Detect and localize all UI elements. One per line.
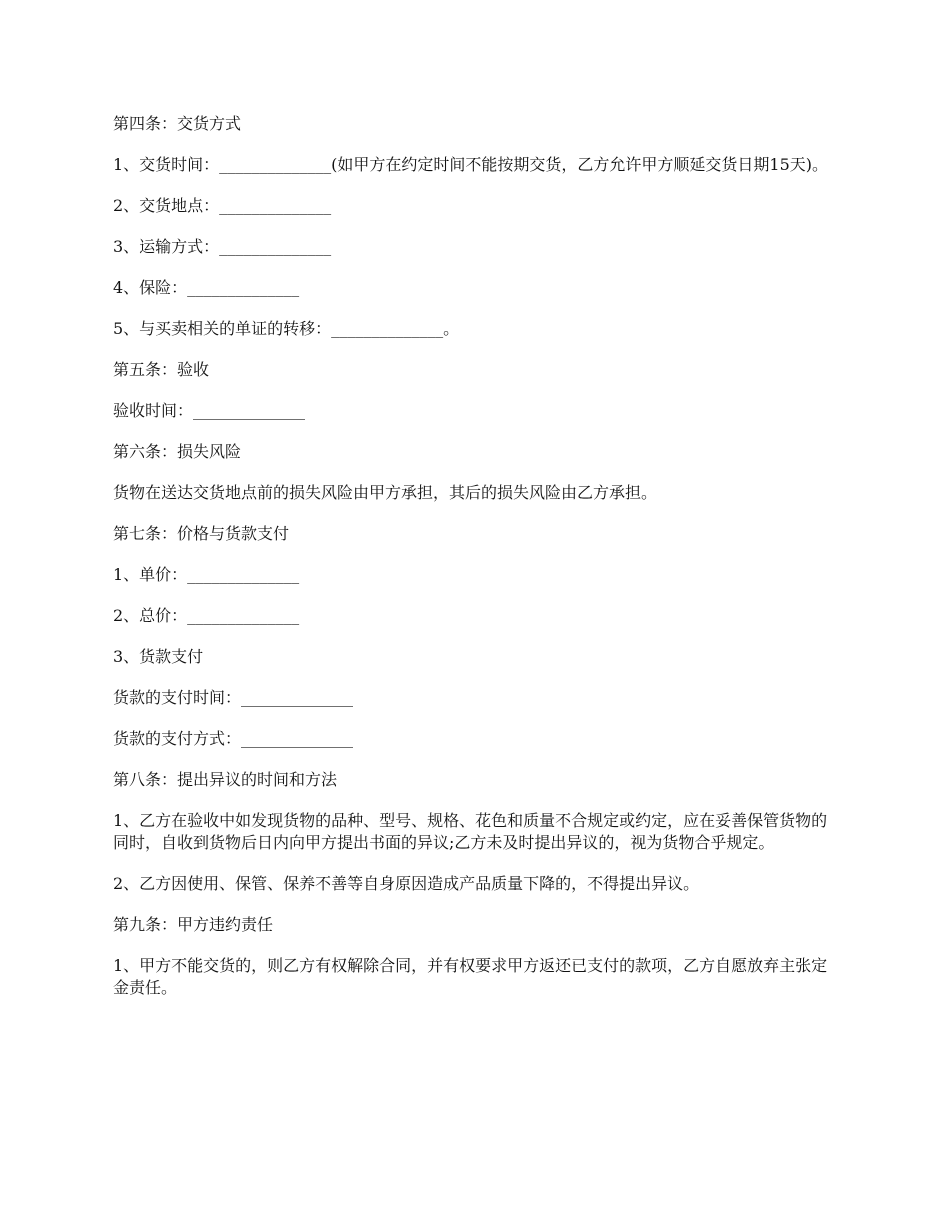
article-6-heading: 第六条：损失风险 xyxy=(113,442,242,461)
unit-price-clause: 1、单价：______________ xyxy=(113,565,300,584)
loss-risk-clause: 货物在送达交货地点前的损失风险由甲方承担，其后的损失风险由乙方承担。 xyxy=(113,483,658,502)
total-price-clause: 2、总价：______________ xyxy=(113,606,300,625)
article-8-heading: 第八条：提出异议的时间和方法 xyxy=(113,770,338,789)
insurance-clause: 4、保险：______________ xyxy=(113,278,300,297)
transport-method-clause: 3、运输方式：______________ xyxy=(113,237,332,256)
inspection-time-clause: 验收时间：______________ xyxy=(113,401,306,420)
payment-time-clause: 货款的支付时间：______________ xyxy=(113,688,354,707)
delivery-place-clause: 2、交货地点：______________ xyxy=(113,196,332,215)
payment-method-clause: 货款的支付方式：______________ xyxy=(113,729,354,748)
objection-clause-1: 1、乙方在验收中如发现货物的品种、型号、规格、花色和质量不合规定或约定，应在妥善保管货物的同时，自收到货物后日内向甲方提出书面的异议;乙方未及时提出异议的，视为货物合乎规定。 xyxy=(113,811,828,852)
delivery-time-clause: 1、交货时间：______________(如甲方在约定时间不能按期交货，乙方允许甲方顺延交货日期15天)。 xyxy=(113,155,829,174)
document-body xyxy=(113,113,837,1018)
article-9-heading: 第九条：甲方违约责任 xyxy=(113,915,274,934)
payment-subheading: 3、货款支付 xyxy=(113,647,204,666)
document-transfer-clause: 5、与买卖相关的单证的转移：______________。 xyxy=(113,319,460,338)
seller-breach-clause-1: 1、甲方不能交货的，则乙方有权解除合同，并有权要求甲方返还已支付的款项，乙方自愿放弃主张定金责任。 xyxy=(113,956,828,997)
article-7-heading: 第七条：价格与货款支付 xyxy=(113,524,290,543)
objection-clause-2: 2、乙方因使用、保管、保养不善等自身原因造成产品质量下降的，不得提出异议。 xyxy=(113,874,700,893)
article-4-heading: 第四条：交货方式 xyxy=(113,114,242,133)
article-5-heading: 第五条：验收 xyxy=(113,360,210,379)
